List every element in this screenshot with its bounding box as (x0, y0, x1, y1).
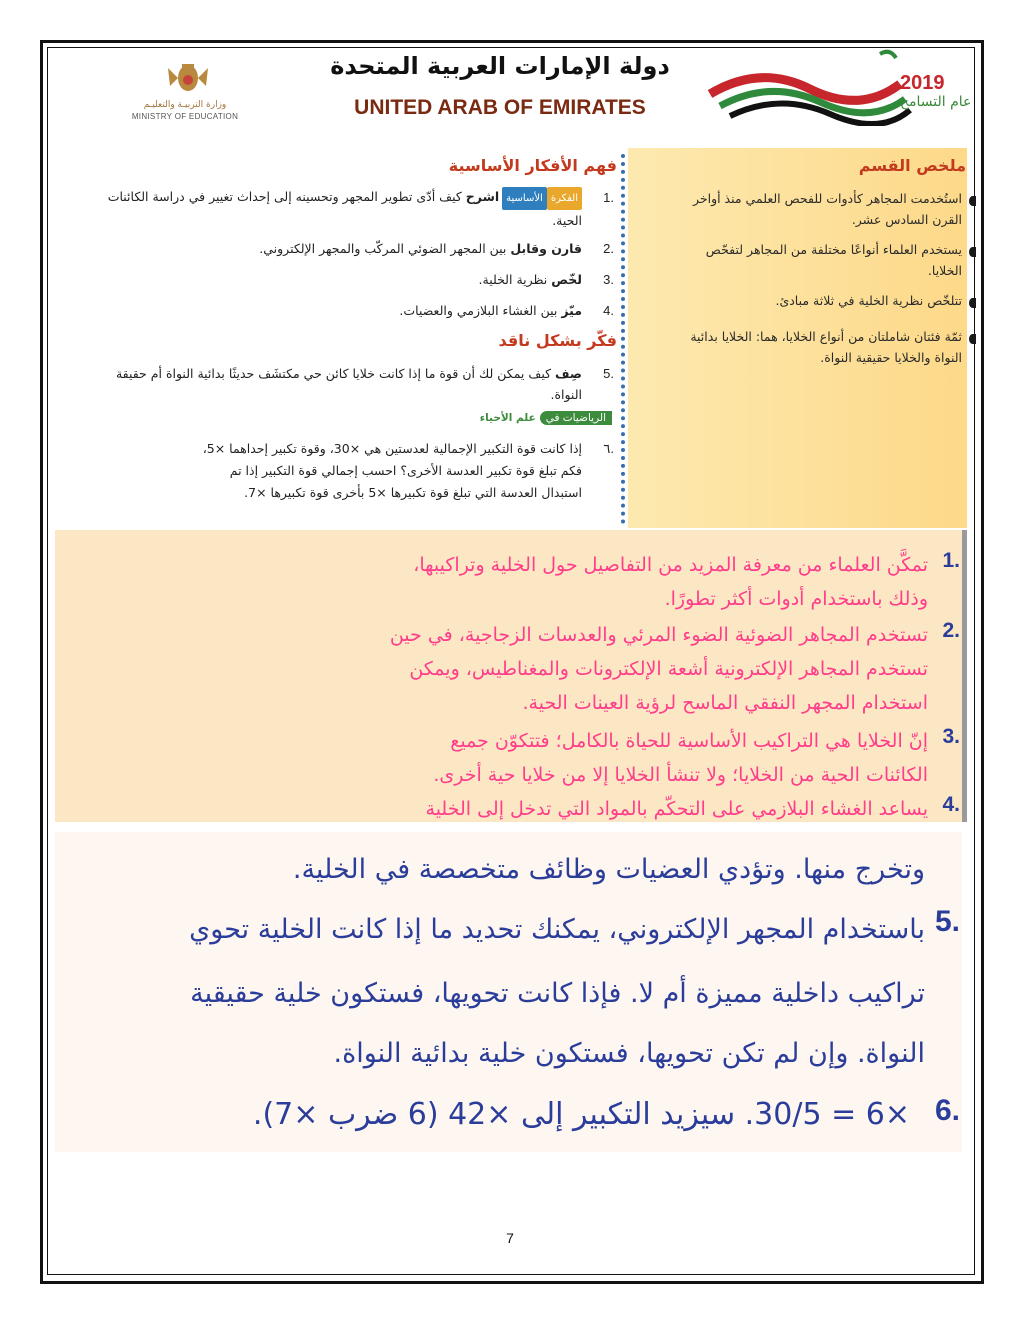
question-text: بين المجهر الضوئي المركّب والمجهر الإلكتروني. (259, 241, 511, 256)
answer-line: باستخدام المجهر الإلكتروني، يمكنك تحديد ما إذا كانت الخلية تحوي (189, 914, 925, 945)
bullet-icon (969, 247, 976, 257)
question-2 (82, 238, 582, 259)
question-verb: لخّص (551, 272, 582, 287)
question-text: بين الغشاء البلازمي والعضيات. (399, 303, 562, 318)
question-6-line: فكم تبلغ قوة تكبير العدسة الأخرى؟ احسب إجمالي قوة التكبير إذا تم (229, 463, 582, 478)
bullet-icon (969, 298, 976, 308)
summary-item: ثمّة فئتان شاملتان من أنواع الخلايا، هما: الخلايا بدائية النواة والخلايا حقيقية النواة. (690, 329, 962, 365)
answer-line: النواة. وإن لم تكن تحويها، فستكون خلية بدائية النواة. (333, 1038, 925, 1069)
answer-line: يساعد الغشاء البلازمي على التحكّم بالمواد التي تدخل إلى الخلية (425, 798, 928, 820)
question-number: 2. (603, 241, 614, 256)
bullet-icon (969, 334, 976, 344)
answer-line: تستخدم المجاهر الضوئية الضوء المرئي والعدسات الزجاجية، في حين (389, 624, 928, 646)
answer-number: 4. (942, 793, 960, 816)
answer-number: 1. (942, 549, 960, 572)
question-6-line: استبدال العدسة التي تبلغ قوة تكبيرها ×5 بأخرى قوة تكبيرها ×7. (244, 485, 582, 500)
answer-number: 6. (934, 1094, 960, 1127)
math-in-biology-tag: الرياضيات فيعلم الأحياء (476, 411, 612, 429)
question-4 (82, 300, 582, 321)
question-3 (82, 269, 582, 290)
answers-block-edge (962, 530, 967, 822)
answer-number: 5. (934, 905, 960, 938)
answer-line: الكائنات الحية من الخلايا؛ ولا تنشأ الخلايا إلا من خلايا حية أخرى. (433, 764, 928, 786)
main-idea-tag: الأساسية (502, 187, 547, 210)
country-title-ar: دولة الإمارات العربية المتحدة (330, 52, 670, 80)
bullet-icon (969, 196, 976, 206)
question-text: كيف أدّى تطوير المجهر وتحسينه إلى إحداث تغيير في دراسة الكائنات الحية. (107, 189, 582, 228)
summary-item: تتلخّص نظرية الخلية في ثلاثة مبادئ. (775, 293, 962, 308)
dotted-divider (621, 154, 629, 524)
answer-line: ×6 = 30/5. سيزيد التكبير إلى ×42 (6 ضرب ×7). (252, 1097, 910, 1132)
question-verb: قارن وقابل (510, 241, 582, 256)
question-5 (82, 363, 582, 405)
page-number: 7 (506, 1230, 514, 1246)
answer-line: إنّ الخلايا هي التراكيب الأساسية للحياة بالكامل؛ فتتكوّن جميع (450, 730, 928, 752)
year-logo-number: 2019 (900, 72, 945, 94)
ministry-name-ar: وزارة التربيـة والتعليـم (143, 100, 227, 110)
question-text: كيف يمكن لك أن قوة ما إذا كانت خلايا كائن حي مكتشَف حديثًا بدائية النواة أم حقيقة النواة. (115, 366, 582, 402)
question-number: ٦. (603, 441, 614, 456)
main-ideas-title: فهم الأفكار الأساسية (448, 156, 617, 175)
answer-line: تمكَّن العلماء من معرفة المزيد من التفاصيل حول الخلية وتراكيبها، (413, 554, 928, 576)
question-number: 5. (603, 366, 614, 381)
summary-item: يستخدم العلماء أنواعًا مختلفة من المجاهر لتفحّص الخلايا. (705, 242, 962, 278)
ministry-name-en: MINISTRY OF EDUCATION (131, 112, 239, 121)
answer-number: 2. (942, 619, 960, 642)
question-number: 3. (603, 272, 614, 287)
question-number: 1. (603, 190, 614, 205)
summary-title: ملخص القسم (858, 156, 966, 175)
critical-thinking-title: فكّر بشكل ناقد (498, 331, 617, 350)
answer-line: استخدام المجهر النفقي الماسح لرؤية العينات الحية. (522, 692, 928, 714)
question-text: نظرية الخلية. (478, 272, 552, 287)
main-idea-tag: الفكرة (547, 187, 582, 210)
answer-line: وذلك باستخدام أدوات أكثر تطورًا. (664, 588, 928, 610)
country-title-en: UNITED ARAB OF EMIRATES (354, 96, 646, 119)
question-verb: اشرح (465, 189, 500, 204)
answer-line: تراكيب داخلية مميزة أم لا. فإذا كانت تحويها، فستكون خلية حقيقية (190, 978, 925, 1009)
answer-line: تستخدم المجاهر الإلكترونية أشعة الإلكترونات والمغناطيس، ويمكن (409, 658, 928, 680)
question-verb: ميّز (561, 303, 582, 318)
answer-number: 3. (942, 725, 960, 748)
summary-item: استُخدمت المجاهر كأدوات للفحص العلمي منذ أواخر القرن السادس عشر. (692, 191, 962, 227)
question-6-line: إذا كانت قوة التكبير الإجمالية لعدستين هي ×30، وقوة تكبير إحداهما ×5، (202, 441, 582, 456)
year-logo-caption: عام التسامح (900, 94, 972, 110)
question-number: 4. (603, 303, 614, 318)
question-1 (82, 186, 582, 231)
question-verb: صِف (555, 366, 582, 381)
answer-line: وتخرج منها. وتؤدي العضيات وظائف متخصصة في الخلية. (292, 854, 925, 885)
